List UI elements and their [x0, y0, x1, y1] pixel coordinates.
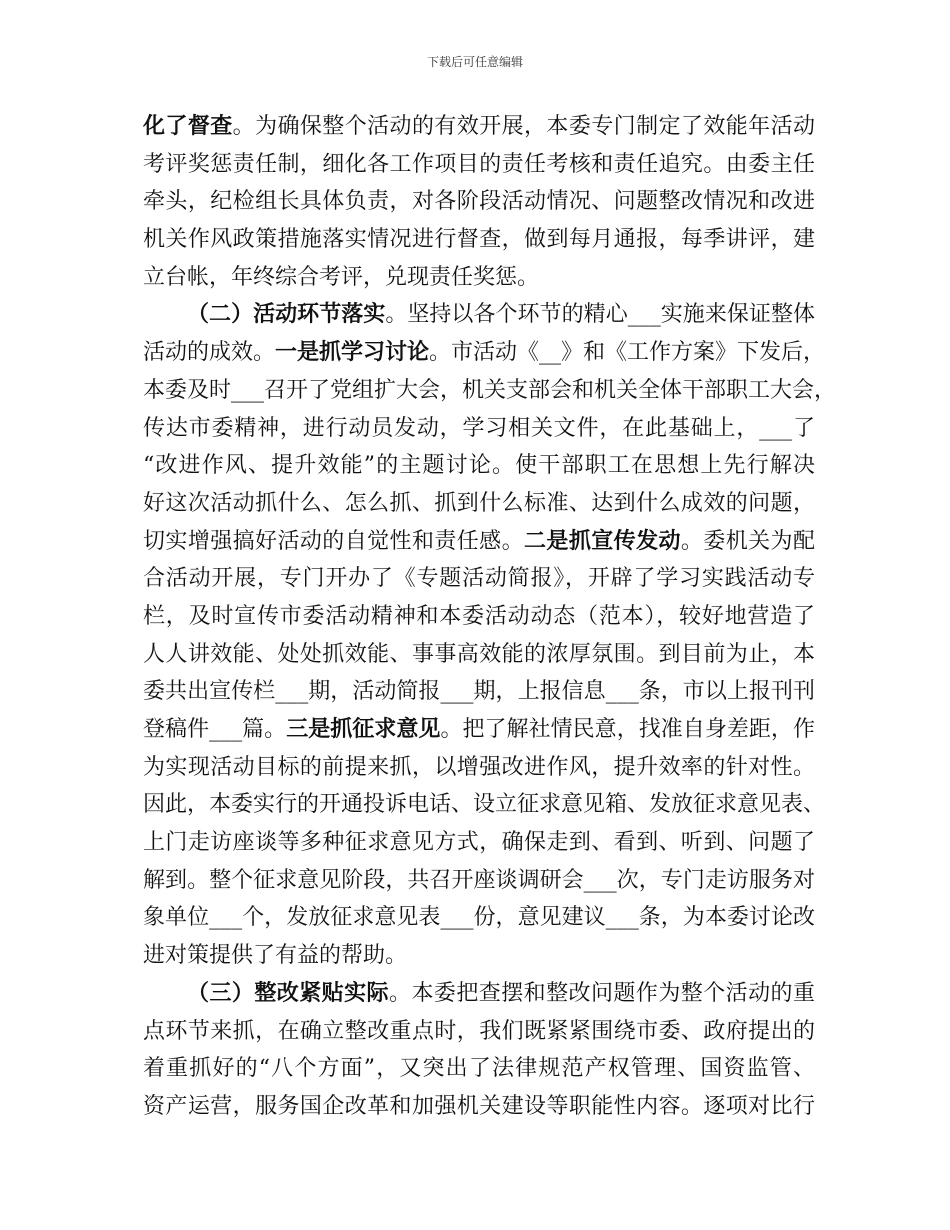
body-text-run: 。为确保整个活动的有效开展，本委专门制定了效能年活动 — [232, 114, 815, 139]
body-text-run: 合活动开展，专门开办了《专题活动简报》，开辟了学习实践活动专 — [143, 566, 815, 592]
text-line — [143, 862, 815, 900]
body-text-run: 。委机关为配 — [680, 528, 815, 554]
body-text-run: 象单位___个，发放征求意见表___份，意见建议___条，为本委讨论改 — [143, 905, 815, 931]
text-line — [143, 334, 826, 372]
bold-heading-text: 一是抓学习讨论 — [275, 339, 430, 366]
body-text-run: 进对策提供了有益的帮助。 — [143, 943, 408, 969]
text-line — [143, 560, 815, 598]
text-line — [143, 937, 815, 975]
text-line — [143, 636, 815, 674]
text-line — [143, 372, 837, 410]
body-text-run: 点环节来抓，在确立整改重点时，我们既紧紧围绕市委、政府提出的 — [143, 1018, 815, 1044]
bold-heading-text: 三是抓征求意见 — [286, 716, 441, 742]
text-line — [143, 673, 815, 711]
body-text-run: 传达市委精神，进行动员发动，学习相关文件，在此基础上，___了 — [143, 415, 815, 441]
body-text-run: 栏，及时宣传市委活动精神和本委活动动态（范本），较好地营造了 — [143, 603, 815, 629]
text-line — [143, 1050, 815, 1088]
body-text-run: 。本委把查摆和整改问题作为整个活动的重 — [389, 980, 815, 1006]
text-line — [143, 146, 815, 184]
body-text-run: 立台帐，年终综合考评，兑现责任奖惩。 — [143, 264, 540, 290]
text-line — [143, 1013, 815, 1051]
text-line — [143, 523, 815, 561]
body-text-run: 。把了解社情民意，找准自身差距，作 — [440, 717, 815, 742]
body-text-run: 。市活动《__》和《工作方案》下发后， — [429, 340, 826, 366]
body-text-run: 本委及时___召开了党组扩大会，机关支部会和机关全体干部职工大会， — [143, 377, 837, 403]
text-line — [143, 786, 826, 824]
text-line — [143, 824, 815, 862]
body-text-run: 资产运营，服务国企改革和加强机关建设等职能性内容。逐项对比行 — [143, 1093, 815, 1119]
body-text-run: 委共出宣传栏___期，活动简报___期，上报信息___条，市以上报刊刊 — [143, 679, 815, 705]
text-line — [143, 598, 815, 636]
text-line — [143, 108, 815, 146]
page-header: 下载后可任意编辑 — [426, 55, 523, 69]
body-text-run: 。坚持以各个环节的精心___实施来保证整体 — [385, 302, 815, 328]
body-text-run: “改进作风、提升效能”的主题讨论。使干部职工在思想上先行解决 — [143, 453, 815, 479]
body-text-run: 活动的成效。 — [143, 340, 276, 366]
text-line — [143, 975, 815, 1013]
bold-heading-text: （三）整改紧贴实际 — [187, 979, 389, 1006]
body-text-run: 好这次活动抓什么、怎么抓、抓到什么标准、达到什么成效的问题， — [143, 490, 815, 516]
body-text-run: 因此，本委实行的开通投诉电话、设立征求意见箱、发放征求意见表、 — [143, 792, 826, 818]
document-body — [143, 108, 837, 1126]
body-text-run: 切实增强搞好活动的自觉性和责任感。 — [143, 528, 525, 554]
text-line — [143, 711, 815, 749]
text-line — [143, 221, 815, 259]
body-text-run: 为实现活动目标的前提来抓，以增强改进作风，提升效率的针对性。 — [143, 754, 815, 780]
body-text-run: 牵头，纪检组长具体负责，对各阶段活动情况、问题整改情况和改进 — [143, 189, 815, 215]
text-line — [143, 1088, 815, 1126]
body-text-run: 上门走访座谈等多种征求意见方式，确保走到、看到、听到、问题了 — [143, 830, 815, 856]
text-line — [143, 749, 815, 787]
text-line — [143, 410, 815, 448]
bold-heading-text: 化了督查 — [143, 113, 233, 139]
text-line — [143, 259, 815, 297]
body-text-run: 人人讲效能、处处抓效能、事事高效能的浓厚氛围。到目前为止，本 — [143, 641, 815, 667]
text-line — [143, 183, 815, 221]
text-line — [143, 296, 815, 334]
body-text-run: 登稿件___篇。 — [143, 717, 287, 742]
body-text-run: 解到。整个征求意见阶段，共召开座谈调研会___次，专门走访服务对 — [143, 867, 815, 893]
body-text-run: 着重抓好的“八个方面”，又突出了法律规范产权管理、国资监管、 — [143, 1056, 815, 1082]
text-line — [143, 485, 815, 523]
bold-heading-text: （二）活动环节落实 — [187, 301, 386, 328]
text-line — [143, 899, 815, 937]
text-line — [143, 447, 815, 485]
body-text-run: 机关作风政策措施落实情况进行督查，做到每月通报，每季讲评，建 — [143, 227, 815, 253]
body-text-run: 考评奖惩责任制，细化各工作项目的责任考核和责任追究。由委主任 — [143, 151, 815, 177]
bold-heading-text: 二是抓宣传发动 — [524, 527, 681, 554]
